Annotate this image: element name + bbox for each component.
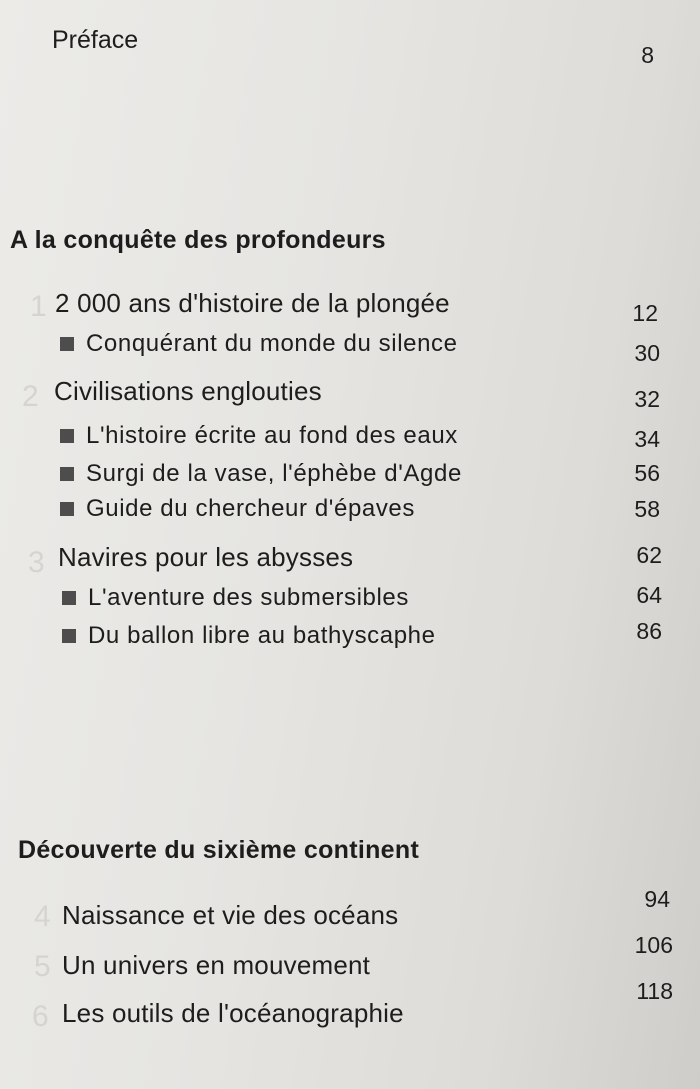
- preface-page-number: 8: [641, 42, 654, 68]
- chapter-title: 2 000 ans d'histoire de la plongée: [55, 288, 450, 318]
- chapter-title: Naissance et vie des océans: [62, 900, 399, 930]
- subchapter-entry: [60, 330, 458, 358]
- square-bullet-icon: [62, 591, 76, 605]
- chapter-title: Civilisations englouties: [54, 376, 322, 406]
- chapter-number: 2: [22, 380, 39, 413]
- subchapter-page-number: 34: [634, 426, 660, 452]
- subchapter-page-number: 58: [634, 496, 660, 522]
- subchapter-title: L'histoire écrite au fond des eaux: [86, 422, 458, 449]
- subchapter-entry: [60, 495, 415, 523]
- section-title: Découverte du sixième continent: [18, 836, 420, 864]
- chapter-title: Un univers en mouvement: [62, 950, 371, 980]
- subchapter-entry: [62, 622, 436, 650]
- section-title: A la conquête des profondeurs: [10, 226, 386, 254]
- subchapter-title: Du ballon libre au bathyscaphe: [88, 622, 436, 649]
- chapter-page-number: 32: [634, 386, 660, 412]
- chapter-page-number: 62: [636, 542, 662, 568]
- chapter-number: 4: [34, 900, 51, 933]
- subchapter-title: L'aventure des submersibles: [88, 584, 409, 611]
- chapter-page-number: 118: [636, 978, 673, 1004]
- chapter-title: Les outils de l'océanographie: [62, 998, 404, 1028]
- subchapter-page-number: 30: [634, 340, 660, 366]
- subchapter-entry: [60, 460, 462, 488]
- preface-title: Préface: [52, 26, 139, 54]
- chapter-page-number: 106: [634, 932, 673, 958]
- square-bullet-icon: [62, 629, 76, 643]
- chapter-number: 3: [28, 546, 45, 579]
- chapter-page-number: 94: [644, 886, 670, 912]
- square-bullet-icon: [60, 467, 74, 481]
- subchapter-title: Conquérant du monde du silence: [86, 330, 458, 357]
- subchapter-page-number: 64: [636, 582, 662, 608]
- subchapter-title: Guide du chercheur d'épaves: [86, 495, 415, 522]
- square-bullet-icon: [60, 337, 74, 351]
- chapter-title: Navires pour les abysses: [58, 542, 354, 572]
- chapter-number: 6: [32, 1000, 49, 1033]
- subchapter-entry: [62, 584, 409, 612]
- square-bullet-icon: [60, 429, 74, 443]
- subchapter-entry: [60, 422, 458, 450]
- chapter-number: 5: [34, 950, 51, 983]
- chapter-page-number: 12: [632, 300, 658, 326]
- chapter-number: 1: [30, 290, 47, 323]
- subchapter-page-number: 56: [634, 460, 660, 486]
- square-bullet-icon: [60, 502, 74, 516]
- subchapter-page-number: 86: [636, 618, 662, 644]
- subchapter-title: Surgi de la vase, l'éphèbe d'Agde: [86, 460, 462, 487]
